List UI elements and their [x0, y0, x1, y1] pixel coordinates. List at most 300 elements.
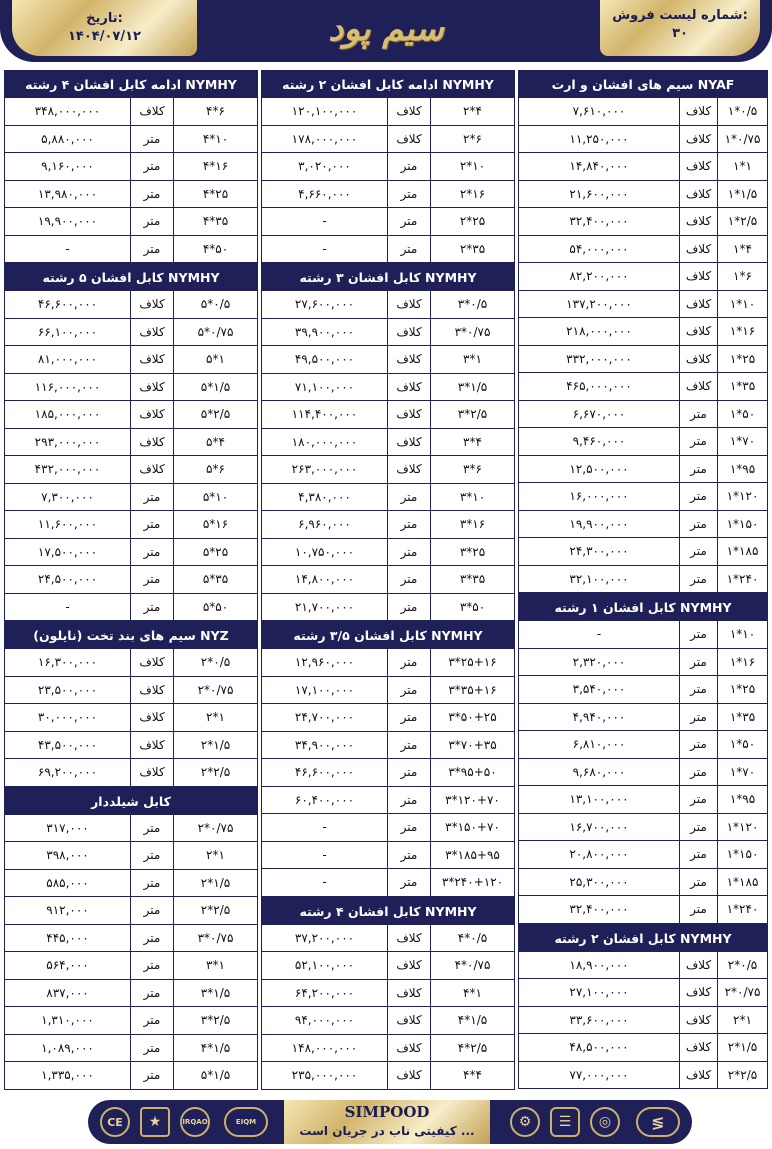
- cell-unit: کلاف: [387, 291, 430, 318]
- cell-price: ۶,۹۶۰,۰۰۰: [298, 517, 351, 532]
- cell-price: -: [322, 875, 327, 890]
- cell-unit: متر: [130, 208, 173, 235]
- table-row: [518, 869, 768, 897]
- cell-unit: کلاف: [387, 346, 430, 373]
- cell-size: ۴*۶: [173, 98, 257, 125]
- cell-price: -: [322, 820, 327, 835]
- cell-size: ۵*۴: [173, 429, 257, 456]
- cell-size: ۳*۲/۵: [173, 1007, 257, 1034]
- cell-unit: متر: [387, 842, 430, 869]
- table-row: [4, 815, 258, 843]
- cell-price: ۴۹,۵۰۰,۰۰۰: [294, 352, 355, 367]
- cell-price: ۱,۳۳۵,۰۰۰: [41, 1068, 94, 1083]
- cell-unit: متر: [387, 484, 430, 511]
- cell-size: ۱*۰/۵: [717, 98, 767, 125]
- cell-size: ۳*۴: [430, 429, 514, 456]
- cell-price: ۲۹۳,۰۰۰,۰۰۰: [34, 434, 101, 449]
- cell-size: ۵*۱۶: [173, 511, 257, 538]
- cell-price: ۵۶۴,۰۰۰: [46, 958, 89, 973]
- cell-price: ۳۳,۶۰۰,۰۰۰: [569, 1012, 629, 1027]
- table-row: [261, 401, 515, 429]
- table-row: [518, 731, 768, 759]
- cell-unit: کلاف: [387, 1007, 430, 1034]
- cell-price: ۲۰,۸۰۰,۰۰۰: [569, 847, 629, 862]
- section-title: کابل افشان ۳ رشته NYMHY: [261, 263, 515, 291]
- section-title: ادامه کابل افشان ۲ رشته NYMHY: [261, 70, 515, 98]
- cell-unit: متر: [679, 704, 717, 731]
- cell-size: ۳*۱: [173, 952, 257, 979]
- cell-price: ۱۷۸,۰۰۰,۰۰۰: [291, 131, 358, 146]
- table-row: [261, 649, 515, 677]
- cell-price: ۱۲,۹۶۰,۰۰۰: [294, 655, 355, 670]
- cell-size: ۳*۱/۵: [173, 980, 257, 1007]
- cell-size: ۳*۱۵۰+۷۰: [430, 814, 514, 841]
- table-row: [261, 842, 515, 870]
- cell-price: ۵۸۵,۰۰۰: [46, 875, 89, 890]
- cell-size: ۲*۱۶: [430, 181, 514, 208]
- cell-price: ۳۴,۹۰۰,۰۰۰: [294, 737, 355, 752]
- table-row: [261, 374, 515, 402]
- table-row: [4, 842, 258, 870]
- cell-unit: کلاف: [130, 677, 173, 704]
- cell-unit: متر: [679, 401, 717, 428]
- cell-price: ۹,۱۶۰,۰۰۰: [41, 159, 94, 174]
- table-row: [261, 925, 515, 953]
- table-row: [261, 346, 515, 374]
- cell-price: ۳۴۸,۰۰۰,۰۰۰: [34, 104, 101, 119]
- cell-price: ۷,۶۱۰,۰۰۰: [572, 104, 626, 119]
- cell-price: ۱۳۷,۲۰۰,۰۰۰: [566, 296, 632, 311]
- table-row: [261, 153, 515, 181]
- section-title: کابل افشان ۴ رشته NYMHY: [261, 897, 515, 925]
- column-left: [4, 70, 258, 1090]
- cell-price: ۳۹۸,۰۰۰: [46, 848, 89, 863]
- table-row: [4, 126, 258, 154]
- cell-unit: متر: [679, 759, 717, 786]
- cell-price: ۶۴,۲۰۰,۰۰۰: [294, 985, 355, 1000]
- table-row: [4, 429, 258, 457]
- cell-price: ۱۸۰,۰۰۰,۰۰۰: [291, 434, 358, 449]
- cell-size: ۱*۱۵۰: [717, 511, 767, 538]
- cell-price: ۱۶,۰۰۰,۰۰۰: [569, 489, 629, 504]
- table-row: [518, 979, 768, 1007]
- cell-unit: کلاف: [679, 263, 717, 290]
- cell-size: ۱*۷۰: [717, 759, 767, 786]
- cell-price: ۳۷,۲۰۰,۰۰۰: [294, 930, 355, 945]
- cell-price: ۴۸,۵۰۰,۰۰۰: [569, 1040, 629, 1055]
- cell-size: ۱*۵۰: [717, 401, 767, 428]
- cell-size: ۳*۰/۵: [430, 291, 514, 318]
- cell-size: ۱*۲۴۰: [717, 896, 767, 923]
- cell-unit: کلاف: [387, 980, 430, 1007]
- table-row: [518, 208, 768, 236]
- cell-unit: متر: [130, 925, 173, 952]
- cell-size: ۳*۲۵: [430, 539, 514, 566]
- quality-icon: ☰: [550, 1107, 580, 1137]
- cell-unit: متر: [679, 566, 717, 593]
- table-row: [261, 484, 515, 512]
- cell-size: ۱*۳۵: [717, 373, 767, 400]
- cell-size: ۳*۰/۷۵: [173, 925, 257, 952]
- cell-unit: متر: [387, 594, 430, 621]
- section-title: کابل شیلددار: [4, 787, 258, 815]
- cell-unit: کلاف: [130, 759, 173, 786]
- cell-unit: کلاف: [679, 1034, 717, 1061]
- cell-price: ۱۱,۲۵۰,۰۰۰: [569, 131, 629, 146]
- table-row: [261, 1007, 515, 1035]
- cell-size: ۲*۴: [430, 98, 514, 125]
- cell-unit: متر: [130, 181, 173, 208]
- cell-size: ۲*۰/۷۵: [717, 979, 767, 1006]
- cell-price: ۱۷,۱۰۰,۰۰۰: [294, 682, 355, 697]
- cell-size: ۴*۳۵: [173, 208, 257, 235]
- cell-price: -: [65, 599, 70, 614]
- table-row: [261, 704, 515, 732]
- table-row: [518, 621, 768, 649]
- cell-price: ۱۴۸,۰۰۰,۰۰۰: [291, 1040, 358, 1055]
- table-row: [261, 208, 515, 236]
- cell-price: ۸۲,۲۰۰,۰۰۰: [569, 269, 629, 284]
- cell-price: ۶,۸۱۰,۰۰۰: [572, 737, 626, 752]
- cell-unit: کلاف: [679, 236, 717, 263]
- cell-unit: متر: [130, 842, 173, 869]
- cell-unit: کلاف: [679, 181, 717, 208]
- table-row: [4, 952, 258, 980]
- table-row: [261, 952, 515, 980]
- cell-unit: کلاف: [387, 456, 430, 483]
- cell-size: ۲*۰/۷۵: [173, 815, 257, 842]
- cell-price: ۹,۴۶۰,۰۰۰: [572, 434, 626, 449]
- cell-size: ۵*۲/۵: [173, 401, 257, 428]
- cell-size: ۳*۱۲۰+۷۰: [430, 787, 514, 814]
- cell-size: ۱*۲/۵: [717, 208, 767, 235]
- table-row: [518, 456, 768, 484]
- table-row: [4, 566, 258, 594]
- cell-unit: متر: [387, 814, 430, 841]
- cell-unit: متر: [679, 841, 717, 868]
- table-row: [261, 566, 515, 594]
- cell-unit: متر: [387, 704, 430, 731]
- column-middle: [261, 70, 515, 1090]
- list-number-value: ۳۰: [672, 26, 688, 41]
- cell-price: ۴۶,۶۰۰,۰۰۰: [37, 297, 98, 312]
- cell-size: ۳*۹۵+۵۰: [430, 759, 514, 786]
- cell-price: ۸۱,۰۰۰,۰۰۰: [37, 352, 98, 367]
- table-row: [518, 1062, 768, 1090]
- cell-size: ۱*۱۵۰: [717, 841, 767, 868]
- cell-unit: کلاف: [387, 1035, 430, 1062]
- cell-size: ۲*۲/۵: [173, 759, 257, 786]
- section-title: کابل افشان ۵ رشته NYMHY: [4, 263, 258, 291]
- table-row: [4, 401, 258, 429]
- cell-unit: متر: [130, 236, 173, 263]
- cell-unit: کلاف: [387, 98, 430, 125]
- table-row: [518, 1034, 768, 1062]
- cell-unit: متر: [130, 566, 173, 593]
- table-row: [518, 841, 768, 869]
- cell-size: ۱*۹۵: [717, 786, 767, 813]
- cell-size: ۴*۵۰: [173, 236, 257, 263]
- cell-size: ۵*۱۰: [173, 484, 257, 511]
- cell-price: ۶۰,۴۰۰,۰۰۰: [294, 792, 355, 807]
- cell-unit: کلاف: [679, 98, 717, 125]
- table-row: [4, 897, 258, 925]
- cell-unit: کلاف: [130, 649, 173, 676]
- table-row: [4, 1062, 258, 1090]
- cell-unit: کلاف: [387, 374, 430, 401]
- table-row: [518, 373, 768, 401]
- cell-price: -: [322, 214, 327, 229]
- cell-size: ۴*۲/۵: [430, 1035, 514, 1062]
- cell-price: ۳,۵۴۰,۰۰۰: [572, 682, 626, 697]
- table-row: [261, 511, 515, 539]
- cell-size: ۱*۰/۷۵: [717, 126, 767, 153]
- cell-unit: متر: [130, 153, 173, 180]
- cell-size: ۴*۱: [430, 980, 514, 1007]
- cell-unit: کلاف: [130, 319, 173, 346]
- cell-price: -: [322, 847, 327, 862]
- cell-size: ۵*۵۰: [173, 594, 257, 621]
- certification-icon: ◎: [590, 1107, 620, 1137]
- cell-size: ۱*۱۰: [717, 621, 767, 648]
- cell-price: ۷۷,۰۰۰,۰۰۰: [569, 1067, 629, 1082]
- cell-price: ۱۳,۱۰۰,۰۰۰: [569, 792, 629, 807]
- table-row: [518, 428, 768, 456]
- table-row: [261, 814, 515, 842]
- table-row: [261, 787, 515, 815]
- cell-price: ۲۶۳,۰۰۰,۰۰۰: [291, 462, 358, 477]
- cell-price: ۳۱۷,۰۰۰: [46, 820, 89, 835]
- cell-price: ۲۷,۶۰۰,۰۰۰: [294, 297, 355, 312]
- cell-price: ۲۳۵,۰۰۰,۰۰۰: [291, 1068, 358, 1083]
- cell-unit: کلاف: [679, 1007, 717, 1034]
- cell-size: ۱*۱۶: [717, 318, 767, 345]
- cell-price: ۲۱,۶۰۰,۰۰۰: [569, 186, 629, 201]
- cell-unit: کلاف: [679, 153, 717, 180]
- cell-size: ۴*۰/۷۵: [430, 952, 514, 979]
- cell-unit: متر: [679, 456, 717, 483]
- cell-unit: کلاف: [130, 732, 173, 759]
- section-title: سیم های افشان و ارت NYAF: [518, 70, 768, 98]
- cell-price: ۱۲۰,۱۰۰,۰۰۰: [291, 104, 358, 119]
- cell-price: ۱۳,۹۸۰,۰۰۰: [37, 186, 98, 201]
- list-number-label: شماره لیست فروش:: [612, 8, 748, 23]
- standard-icon: ⚙: [510, 1107, 540, 1137]
- cell-unit: کلاف: [679, 979, 717, 1006]
- table-row: [518, 401, 768, 429]
- cell-size: ۲*۱/۵: [173, 732, 257, 759]
- cell-unit: کلاف: [130, 98, 173, 125]
- table-row: [518, 759, 768, 787]
- table-row: [4, 319, 258, 347]
- cell-price: ۱۲,۵۰۰,۰۰۰: [569, 461, 629, 476]
- cell-size: ۵*۰/۵: [173, 291, 257, 318]
- cell-size: ۲*۱۰: [430, 153, 514, 180]
- cell-unit: کلاف: [387, 925, 430, 952]
- cell-size: ۳*۱/۵: [430, 374, 514, 401]
- table-row: [518, 566, 768, 594]
- table-row: [261, 869, 515, 897]
- cell-unit: کلاف: [130, 704, 173, 731]
- cell-price: ۵,۸۸۰,۰۰۰: [41, 131, 94, 146]
- cell-price: ۱۶,۳۰۰,۰۰۰: [37, 655, 98, 670]
- cell-price: ۷,۳۰۰,۰۰۰: [41, 489, 94, 504]
- table-row: [518, 786, 768, 814]
- cell-size: ۵*۶: [173, 456, 257, 483]
- table-row: [4, 153, 258, 181]
- cell-price: ۲۴,۷۰۰,۰۰۰: [294, 710, 355, 725]
- ce-mark-icon: CE: [100, 1107, 130, 1137]
- table-row: [518, 153, 768, 181]
- cell-unit: متر: [679, 786, 717, 813]
- cell-size: ۴*۰/۵: [430, 925, 514, 952]
- cell-price: ۳۳۲,۰۰۰,۰۰۰: [566, 351, 632, 366]
- cell-price: ۴۳۲,۰۰۰,۰۰۰: [34, 462, 101, 477]
- date-tab: [12, 0, 197, 56]
- date-value: ۱۴۰۴/۰۷/۱۲: [68, 29, 141, 44]
- table-row: [4, 732, 258, 760]
- cell-unit: کلاف: [679, 952, 717, 979]
- table-row: [4, 511, 258, 539]
- cell-price: ۱۸,۹۰۰,۰۰۰: [569, 957, 629, 972]
- cell-size: ۱*۲۴۰: [717, 566, 767, 593]
- section-title: کابل افشان ۲ رشته NYMHY: [518, 924, 768, 952]
- table-row: [4, 704, 258, 732]
- table-row: [518, 511, 768, 539]
- table-row: [4, 677, 258, 705]
- footer-brand-box: [284, 1100, 490, 1144]
- cell-unit: متر: [387, 649, 430, 676]
- cell-size: ۳*۷۰+۳۵: [430, 732, 514, 759]
- cell-unit: کلاف: [387, 1062, 430, 1089]
- cell-unit: کلاف: [679, 291, 717, 318]
- cell-size: ۱*۱/۵: [717, 181, 767, 208]
- cell-unit: متر: [387, 732, 430, 759]
- cell-price: ۲۷,۱۰۰,۰۰۰: [569, 985, 629, 1000]
- table-row: [518, 263, 768, 291]
- table-row: [4, 98, 258, 126]
- header-bar: [0, 0, 772, 62]
- cell-size: ۲*۱: [173, 704, 257, 731]
- cell-unit: متر: [387, 787, 430, 814]
- cell-unit: متر: [130, 1062, 173, 1089]
- table-row: [261, 539, 515, 567]
- cell-unit: متر: [130, 539, 173, 566]
- cell-price: ۶۹,۲۰۰,۰۰۰: [37, 765, 98, 780]
- cell-price: ۱۱۶,۰۰۰,۰۰۰: [34, 379, 101, 394]
- cell-price: ۲۳,۵۰۰,۰۰۰: [37, 682, 98, 697]
- cell-unit: متر: [130, 1035, 173, 1062]
- cell-price: -: [65, 241, 70, 256]
- table-row: [261, 291, 515, 319]
- table-row: [4, 208, 258, 236]
- cell-unit: متر: [387, 759, 430, 786]
- table-row: [518, 704, 768, 732]
- cell-size: ۱*۱۶: [717, 649, 767, 676]
- cell-size: ۵*۲۵: [173, 539, 257, 566]
- cell-unit: کلاف: [679, 373, 717, 400]
- cell-price: ۴,۹۴۰,۰۰۰: [572, 709, 626, 724]
- table-row: [4, 374, 258, 402]
- cell-size: ۲*۰/۵: [717, 952, 767, 979]
- cell-size: ۵*۱: [173, 346, 257, 373]
- table-row: [518, 291, 768, 319]
- cell-price: ۵۴,۰۰۰,۰۰۰: [569, 241, 629, 256]
- cell-size: ۲*۱: [173, 842, 257, 869]
- cell-size: ۳*۵۰+۲۵: [430, 704, 514, 731]
- cell-size: ۵*۱/۵: [173, 374, 257, 401]
- cell-unit: متر: [679, 538, 717, 565]
- table-row: [4, 1007, 258, 1035]
- table-row: [518, 98, 768, 126]
- cell-price: ۲,۳۲۰,۰۰۰: [572, 654, 626, 669]
- cell-unit: متر: [387, 208, 430, 235]
- cell-size: ۳*۲/۵: [430, 401, 514, 428]
- cell-size: ۱*۵۰: [717, 731, 767, 758]
- cell-size: ۳*۳۵: [430, 566, 514, 593]
- cell-size: ۵*۳۵: [173, 566, 257, 593]
- table-row: [261, 429, 515, 457]
- cell-unit: متر: [679, 511, 717, 538]
- cell-unit: متر: [130, 126, 173, 153]
- cell-unit: متر: [679, 896, 717, 923]
- cell-unit: متر: [130, 594, 173, 621]
- cell-unit: متر: [130, 511, 173, 538]
- cell-size: ۳*۶: [430, 456, 514, 483]
- cell-size: ۲*۲/۵: [717, 1062, 767, 1089]
- cell-price: ۷۱,۱۰۰,۰۰۰: [294, 379, 355, 394]
- table-row: [4, 291, 258, 319]
- cell-unit: متر: [387, 181, 430, 208]
- cell-size: ۲*۶: [430, 126, 514, 153]
- cell-price: ۲۱,۷۰۰,۰۰۰: [294, 599, 355, 614]
- cell-price: ۵۲,۱۰۰,۰۰۰: [294, 958, 355, 973]
- footer-bar: [88, 1100, 692, 1144]
- cell-size: ۱*۲۵: [717, 346, 767, 373]
- cell-unit: متر: [679, 649, 717, 676]
- cell-unit: کلاف: [679, 346, 717, 373]
- cell-unit: کلاف: [679, 318, 717, 345]
- cell-price: -: [596, 627, 602, 642]
- table-row: [518, 126, 768, 154]
- cell-unit: متر: [130, 484, 173, 511]
- cell-price: ۱۹,۹۰۰,۰۰۰: [569, 516, 629, 531]
- column-right: [518, 70, 768, 1089]
- table-row: [4, 539, 258, 567]
- cell-price: ۴۳,۵۰۰,۰۰۰: [37, 737, 98, 752]
- cell-unit: متر: [130, 952, 173, 979]
- table-row: [518, 318, 768, 346]
- footer-brand: SIMPOOD: [344, 1103, 430, 1121]
- table-row: [4, 484, 258, 512]
- table-row: [4, 980, 258, 1008]
- cell-size: ۱*۲۵: [717, 676, 767, 703]
- cell-size: ۱*۹۵: [717, 456, 767, 483]
- cell-unit: متر: [130, 1007, 173, 1034]
- cell-size: ۳*۰/۷۵: [430, 319, 514, 346]
- cell-price: ۳,۰۲۰,۰۰۰: [298, 159, 351, 174]
- cell-price: ۹۴,۰۰۰,۰۰۰: [294, 1013, 355, 1028]
- table-row: [4, 1035, 258, 1063]
- cell-size: ۴*۴: [430, 1062, 514, 1089]
- cell-unit: کلاف: [130, 374, 173, 401]
- cell-unit: کلاف: [679, 126, 717, 153]
- cell-price: ۱۴,۸۰۰,۰۰۰: [294, 572, 355, 587]
- cell-size: ۴*۱۶: [173, 153, 257, 180]
- table-row: [261, 98, 515, 126]
- section-title: کابل افشان ۱ رشته NYMHY: [518, 593, 768, 621]
- cell-unit: متر: [387, 869, 430, 896]
